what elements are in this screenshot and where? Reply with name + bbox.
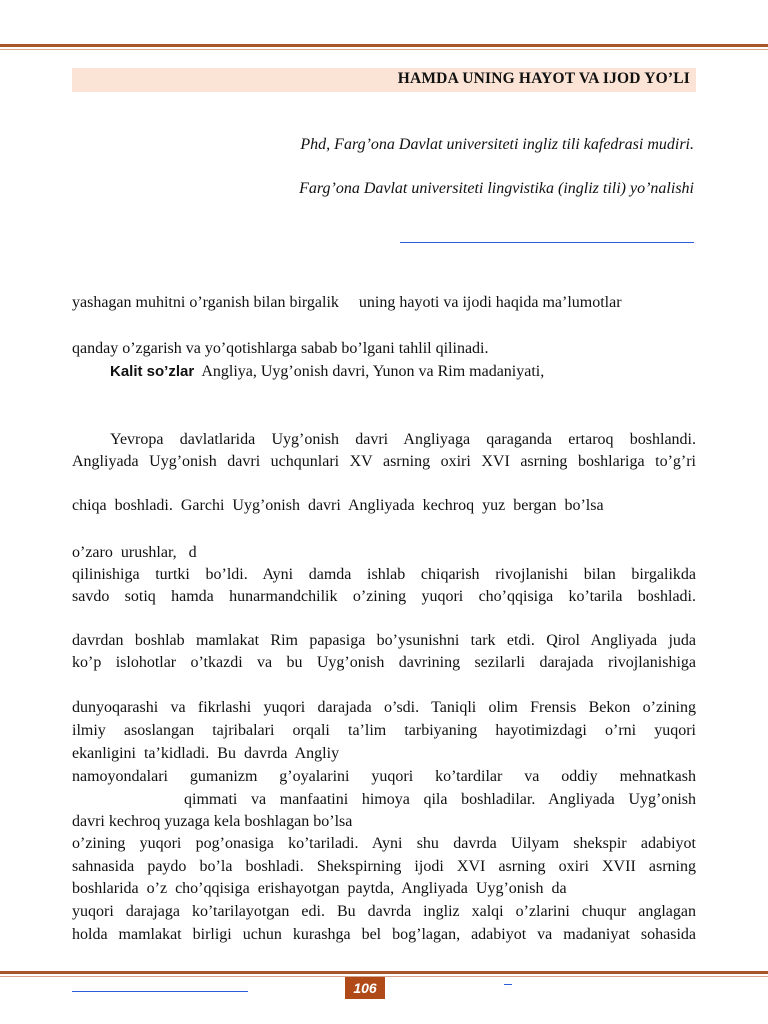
page-number: 106 xyxy=(345,977,385,999)
body-line: ko’p islohotlar o’tkazdi va bu Uyg’onish davrining sezilarli darajada rivojlanishiga xyxy=(72,654,696,671)
bottom-border-rule xyxy=(0,971,768,974)
body-line: boshlarida o’z cho’qqisiga erishayotgan paytda, Angliyada Uyg’onish da xyxy=(72,880,567,897)
running-header-title: HAMDA UNING HAYOT VA IJOD YO’LI xyxy=(397,70,690,87)
footer-dash-mark xyxy=(504,984,512,985)
body-line: savdo sotiq hamda hunarmandchilik o’zining yuqori cho’qqisiga ko’tarila boshladi. xyxy=(72,588,696,605)
abstract-line-2: qanday o’zgarish va yo’qotishlarga sabab bo’lgani tahlil qilinadi. xyxy=(72,340,489,357)
body-line: o’zining yuqori pog’onasiga ko’tariladi. Ayni shu davrda Uilyam shekspir adabiyot xyxy=(72,835,696,852)
body-line: namoyondalari gumanizm g’oyalarini yuqori ko’tardilar va oddiy mehnatkash xyxy=(72,768,696,785)
keywords-label: Kalit so’zlar xyxy=(110,363,195,380)
body-line: sahnasida paydo bo’la boshladi. Shekspirning ijodi XVI asrning oxiri XVII asrning xyxy=(72,858,696,875)
author-affiliation-line-2: Farg’ona Davlat universiteti lingvistika (ingliz tili) yo’nalishi xyxy=(299,180,694,197)
keywords-line xyxy=(110,361,696,383)
email-underline xyxy=(400,242,694,243)
body-line: Yevropa davlatlarida Uyg’onish davri Angliyaga qaraganda ertaroq boshlandi. xyxy=(110,431,696,448)
body-line: qimmati va manfaatini himoya qila boshladilar. Angliyada Uyg’onish xyxy=(184,791,696,808)
body-line: chiqa boshladi. Garchi Uyg’onish davri Angliyada kechroq yuz bergan bo’lsa xyxy=(72,497,604,514)
keywords-text: Angliya, Uyg’onish davri, Yunon va Rim madaniyati, xyxy=(194,363,545,380)
body-line: o’zaro urushlar, d xyxy=(72,544,197,561)
body-line: dunyoqarashi va fikrlashi yuqori darajada o’sdi. Taniqli olim Frensis Bekon o’zining xyxy=(72,699,696,716)
body-line: holda mamlakat birligi uchun kurashga bel bog’lagan, adabiyot va madaniyat sohasida xyxy=(72,926,696,943)
body-line: ilmiy asoslangan tajribalari orqali ta’lim tarbiyaning hayotimizdagi o’rni yuqori xyxy=(72,722,696,739)
top-border-rule xyxy=(0,44,768,47)
footnote-underline xyxy=(72,991,248,992)
running-header-band xyxy=(72,68,696,92)
body-line: Angliyada Uyg’onish davri uchqunlari XV asrning oxiri XVI asrning boshlariga to’g’ri xyxy=(72,453,696,470)
body-line: qilinishiga turtki bo’ldi. Ayni damda ishlab chiqarish rivojlanishi bilan birgalikda xyxy=(72,566,696,583)
body-line: davri kechroq yuzaga kela boshlagan bo’lsa xyxy=(72,813,353,830)
body-line: ekanligini ta’kidladi. Bu davrda Angliy xyxy=(72,745,340,762)
body-line: davrdan boshlab mamlakat Rim papasiga bo’ysunishni tark etdi. Qirol Angliyada juda xyxy=(72,632,696,649)
body-line: yuqori darajaga ko’tarilayotgan edi. Bu davrda ingliz xalqi o’zlarini chuqur anglagan xyxy=(72,903,696,920)
top-border-rule-thin xyxy=(0,49,768,50)
abstract-line-1: yashagan muhitni o’rganish bilan birgalik uning hayoti va ijodi haqida ma’lumotlar xyxy=(72,294,622,311)
author-affiliation-line-1: Phd, Farg’ona Davlat universiteti ingliz tili kafedrasi mudiri. xyxy=(300,136,694,153)
